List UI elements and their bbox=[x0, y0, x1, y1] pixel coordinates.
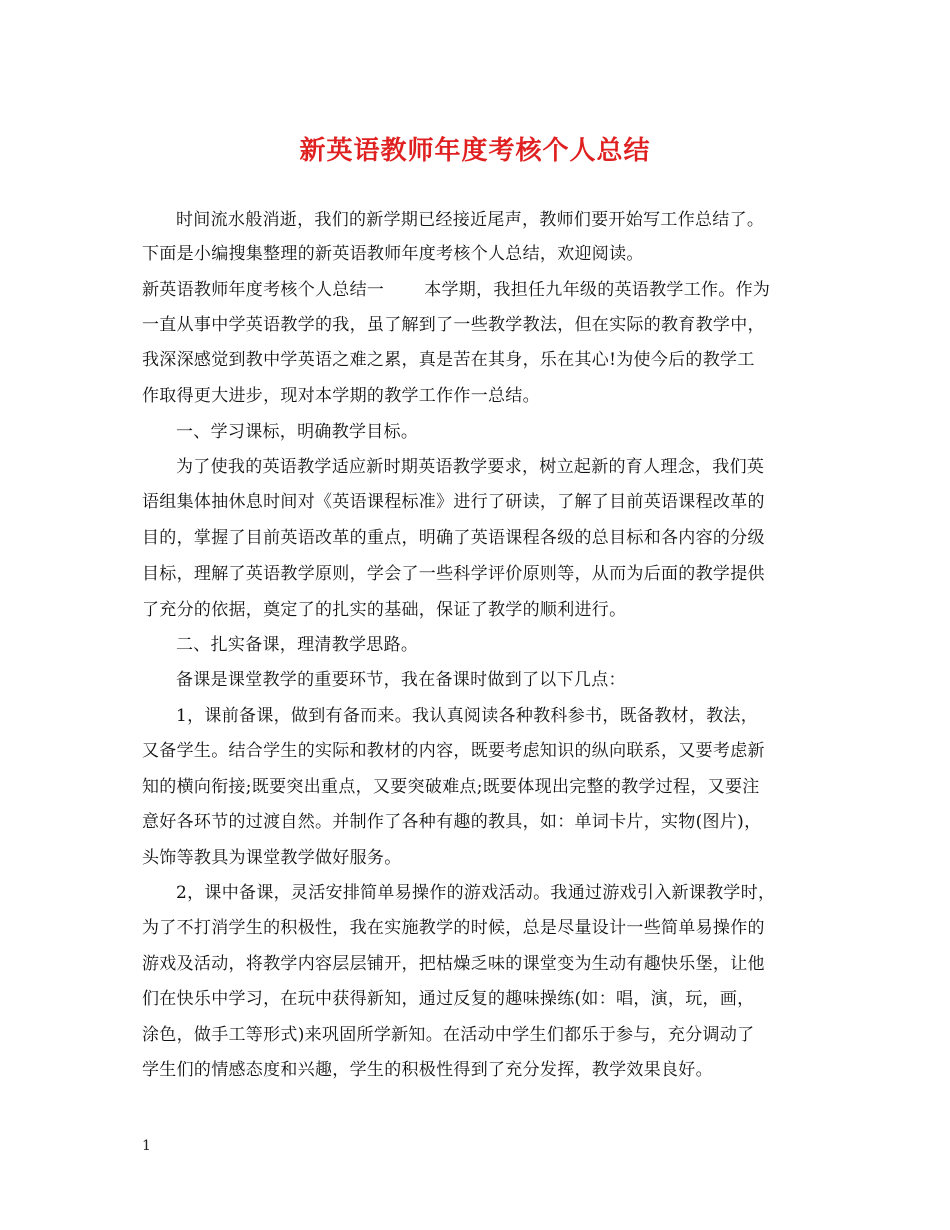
text-line: 涂色，做手工等形式)来巩固所学新知。在活动中学生们都乐于参与，充分调动了 bbox=[142, 1025, 755, 1045]
text-line: 游戏及活动，将教学内容层层铺开，把枯燥乏味的课堂变为生动有趣快乐堡，让他 bbox=[142, 954, 765, 974]
text-line: 头饰等教具为课堂教学做好服务。 bbox=[142, 848, 402, 868]
text-line: 为了不打消学生的积极性，我在实施教学的时候，总是尽量设计一些简单易操作的 bbox=[142, 918, 765, 938]
text-line: 又备学生。结合学生的实际和教材的内容，既要考虑知识的纵向联系，又要考虑新 bbox=[142, 741, 765, 761]
text-line: 我深深感觉到教中学英语之难之累，真是苦在其身，乐在其心!为使今后的教学工 bbox=[142, 350, 755, 370]
text-line: 备课是课堂教学的重要环节，我在备课时做到了以下几点： bbox=[176, 670, 626, 690]
text-line: 学生们的情感态度和兴趣，学生的积极性得到了充分发挥，教学效果良好。 bbox=[142, 1060, 713, 1080]
text-line: 一直从事中学英语教学的我，虽了解到了一些教学教法，但在实际的教育教学中， bbox=[142, 315, 765, 335]
text-line: 知的横向衔接;既要突出重点，又要突破难点;既要体现出完整的教学过程，又要注 bbox=[142, 777, 760, 797]
document-title: 新英语教师年度考核个人总结 bbox=[299, 136, 651, 166]
section-heading: 新英语教师年度考核个人总结一 bbox=[142, 280, 385, 300]
text-line: 了充分的依据，奠定了的扎实的基础，保证了教学的顺利进行。 bbox=[142, 600, 627, 620]
text-line: 下面是小编搜集整理的新英语教师年度考核个人总结，欢迎阅读。 bbox=[142, 244, 644, 264]
text-line: 们在快乐中学习，在玩中获得新知，通过反复的趣味操练(如：唱，演，玩，画， bbox=[142, 989, 755, 1009]
text-line: 目标，理解了英语教学原则，学会了一些科学评价原则等，从而为后面的教学提供 bbox=[142, 564, 765, 584]
text-line: 为了使我的英语教学适应新时期英语教学要求，树立起新的育人理念，我们英 bbox=[176, 457, 765, 477]
page-number: 1 bbox=[142, 1138, 151, 1154]
section-heading: 二、扎实备课，理清教学思路。 bbox=[176, 635, 419, 655]
text-span: 本学期，我担任九年级的英语教学工作。作为 bbox=[424, 280, 771, 300]
text-line: 2，课中备课，灵活安排简单易操作的游戏活动。我通过游戏引入新课教学时， bbox=[176, 883, 776, 903]
text-line-combined bbox=[142, 278, 812, 302]
text-line: 目的，掌握了目前英语改革的重点，明确了英语课程各级的总目标和各内容的分级 bbox=[142, 528, 765, 548]
section-heading: 一、学习课标，明确教学目标。 bbox=[176, 422, 419, 442]
text-line: 时间流水般消逝，我们的新学期已经接近尾声，教师们要开始写工作总结了。 bbox=[176, 210, 765, 230]
text-line: 作取得更大进步，现对本学期的教学工作作一总结。 bbox=[142, 386, 540, 406]
text-line: 1，课前备课，做到有备而来。我认真阅读各种教科参书，既备教材，教法， bbox=[176, 706, 759, 726]
text-line: 意好各环节的过渡自然。并制作了各种有趣的教具，如：单词卡片，实物(图片)， bbox=[142, 812, 762, 832]
text-line: 语组集体抽休息时间对《英语课程标准》进行了研读，了解了目前英语课程改革的 bbox=[142, 492, 765, 512]
